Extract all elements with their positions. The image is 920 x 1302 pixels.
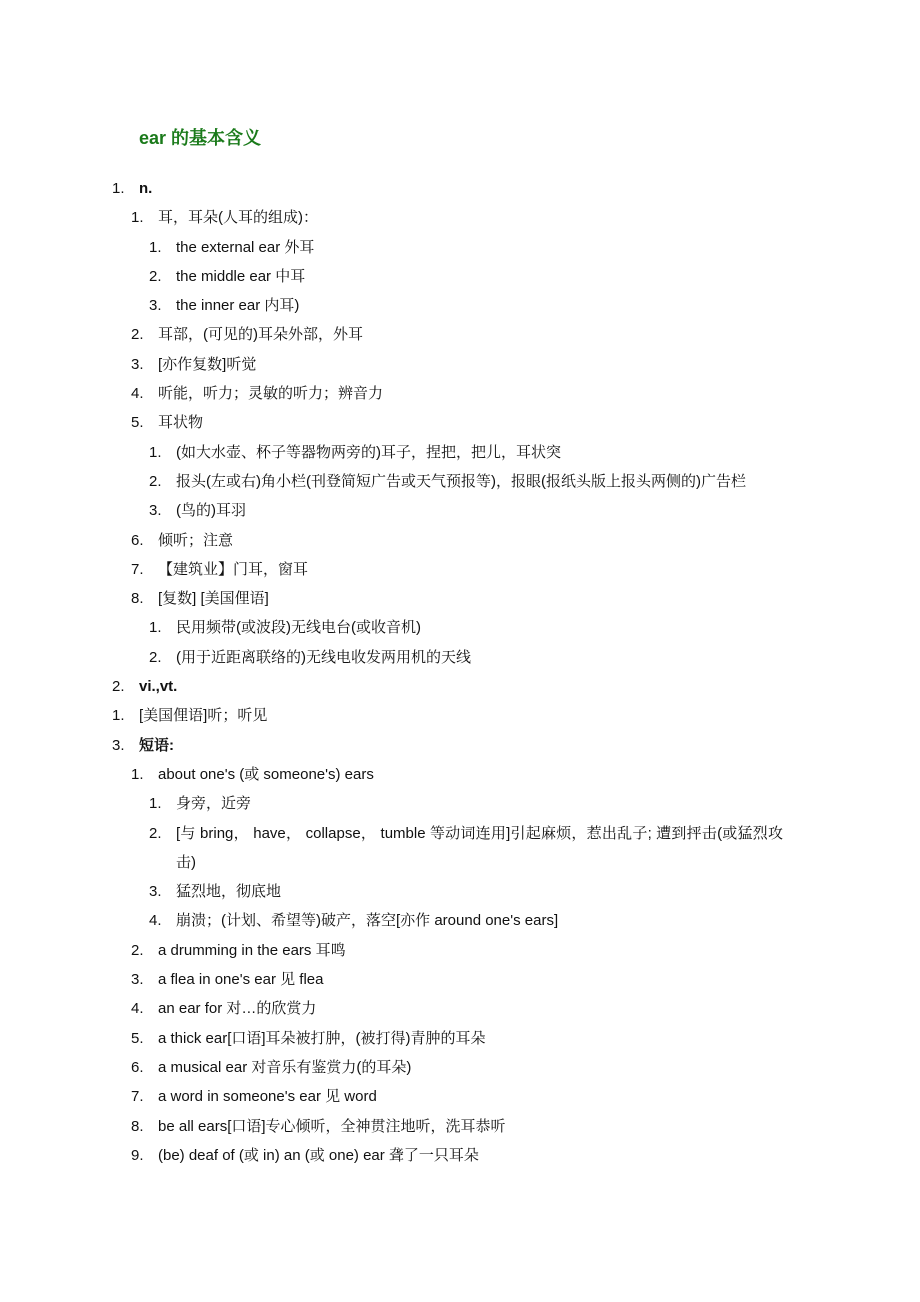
list-item-text: about one's (或 someone's) ears	[158, 765, 374, 783]
list-item-number: 2.	[149, 824, 162, 842]
list-item-number: 3.	[131, 971, 144, 989]
list-item-text: 短语:	[139, 736, 174, 754]
list-item	[0, 1024, 920, 1053]
list-item-number: 4.	[131, 385, 144, 403]
list-item-number: 2.	[149, 267, 162, 285]
list-item-text: a thick ear[口语]耳朵被打肿，(被打得)青肿的耳朵	[158, 1029, 486, 1047]
list-item	[0, 819, 920, 878]
list-item-text: n.	[139, 180, 153, 197]
list-item-text: the middle ear 中耳	[176, 267, 306, 285]
list-item	[0, 1141, 920, 1170]
list-item-text: 耳状物	[158, 414, 204, 432]
list-item	[0, 994, 920, 1023]
list-item-text: 身旁，近旁	[176, 795, 252, 813]
list-item-number: 1.	[149, 238, 162, 256]
list-item	[0, 408, 920, 437]
list-item-number: 2.	[112, 678, 125, 696]
list-item	[0, 233, 920, 262]
list-item	[0, 291, 920, 320]
list-item-text: 耳部，(可见的)耳朵外部，外耳	[158, 326, 363, 344]
list-item	[0, 350, 920, 379]
list-item-number: 3.	[112, 736, 125, 754]
list-item-number: 9.	[131, 1146, 144, 1164]
list-item-text: (be) deaf of (或 in) an (或 one) ear 聋了一只耳朵	[158, 1146, 479, 1164]
list-item-number: 8.	[131, 1117, 144, 1135]
list-item-number: 2.	[131, 941, 144, 959]
list-item	[0, 438, 920, 467]
list-item-text: 听能，听力；灵敏的听力；辨音力	[158, 385, 384, 403]
list-item-number: 4.	[149, 912, 162, 930]
list-item	[0, 320, 920, 349]
list-item	[0, 643, 920, 672]
list-item-text: 报头(左或右)角小栏(刊登简短广告或天气预报等)，报眼(报纸头版上报头两侧的)广告栏	[176, 472, 746, 490]
list-item-number: 5.	[131, 414, 144, 432]
list-item-text: (如大水壶、杯子等器物两旁的)耳子，捏把，把儿，耳状突	[176, 443, 561, 461]
list-item-number: 6.	[131, 1058, 144, 1076]
list-item-text: 猛烈地，彻底地	[176, 883, 282, 901]
list-item	[0, 496, 920, 525]
list-item	[0, 379, 920, 408]
list-item	[0, 262, 920, 291]
list-item-text: [复数] [美国俚语]	[158, 590, 269, 608]
list-item-number: 2.	[131, 326, 144, 344]
list-item-number: 2.	[149, 472, 162, 490]
list-item-text: 民用频带(或波段)无线电台(或收音机)	[176, 619, 421, 637]
list-item-text: be all ears[口语]专心倾听，全神贯注地听，洗耳恭听	[158, 1117, 506, 1135]
list-item	[0, 584, 920, 613]
list-item	[0, 467, 920, 496]
list-item-text: vi.,vt.	[139, 678, 178, 696]
list-item-number: 7.	[131, 1088, 144, 1106]
list-item	[0, 1053, 920, 1082]
list-item	[0, 731, 920, 760]
list-item	[0, 906, 920, 935]
list-item-text: (用于近距离联络的)无线电收发两用机的天线	[176, 648, 471, 666]
list-item-text: the inner ear 内耳)	[176, 297, 300, 315]
list-item	[0, 877, 920, 906]
list-item-number: 3.	[149, 883, 162, 901]
list-item-text: a musical ear 对音乐有鉴赏力(的耳朵)	[158, 1058, 412, 1076]
list-item	[0, 203, 920, 232]
list-item-number: 3.	[131, 355, 144, 373]
list-item-text: [亦作复数]听觉	[158, 355, 257, 373]
list-item	[0, 789, 920, 818]
list-item-number: 7.	[131, 560, 144, 578]
list-item	[0, 555, 920, 584]
list-item	[0, 613, 920, 642]
list-item-text: 耳，耳朵(人耳的组成)：	[158, 209, 318, 227]
list-item-text: an ear for 对…的欣赏力	[158, 1000, 317, 1018]
list-item	[0, 1112, 920, 1141]
list-item-number: 1.	[131, 765, 144, 783]
list-item-text: 崩溃；(计划、希望等)破产，落空[亦作 around one's ears]	[176, 912, 559, 930]
list-item	[0, 672, 920, 701]
definition-list	[0, 174, 920, 1170]
list-item-number: 4.	[131, 1000, 144, 1018]
list-item	[0, 174, 920, 203]
list-item-text: 倾听；注意	[158, 531, 234, 549]
list-item-number: 1.	[149, 795, 162, 813]
list-item	[0, 526, 920, 555]
list-item-text: a drumming in the ears 耳鸣	[158, 941, 346, 959]
list-item	[0, 701, 920, 730]
list-item-number: 1.	[149, 443, 162, 461]
page-title: ear 的基本含义	[139, 128, 262, 148]
list-item-text: the external ear 外耳	[176, 238, 315, 256]
list-item	[0, 760, 920, 789]
list-item	[0, 936, 920, 965]
list-item-text: [美国俚语]听；听见	[139, 707, 268, 725]
list-item-text: (鸟的)耳羽	[176, 502, 246, 520]
list-item-number: 3.	[149, 502, 162, 520]
list-item-text: [与 bring， have， collapse， tumble 等动词连用]引起麻烦，惹出乱子; 遭到抨击(或猛烈攻击)	[176, 824, 783, 871]
list-item-number: 1.	[131, 209, 144, 227]
list-item-number: 6.	[131, 531, 144, 549]
list-item-number: 2.	[149, 648, 162, 666]
list-item-number: 1.	[112, 707, 125, 725]
list-item-text: a word in someone's ear 见 word	[158, 1088, 377, 1106]
list-item-text: 【建筑业】门耳，窗耳	[158, 560, 309, 578]
list-item-number: 5.	[131, 1029, 144, 1047]
list-item-number: 3.	[149, 297, 162, 315]
list-item-number: 1.	[112, 180, 125, 197]
list-item	[0, 965, 920, 994]
list-item-text: a flea in one's ear 见 flea	[158, 971, 324, 989]
list-item-number: 8.	[131, 590, 144, 608]
list-item	[0, 1082, 920, 1111]
list-item-number: 1.	[149, 619, 162, 637]
